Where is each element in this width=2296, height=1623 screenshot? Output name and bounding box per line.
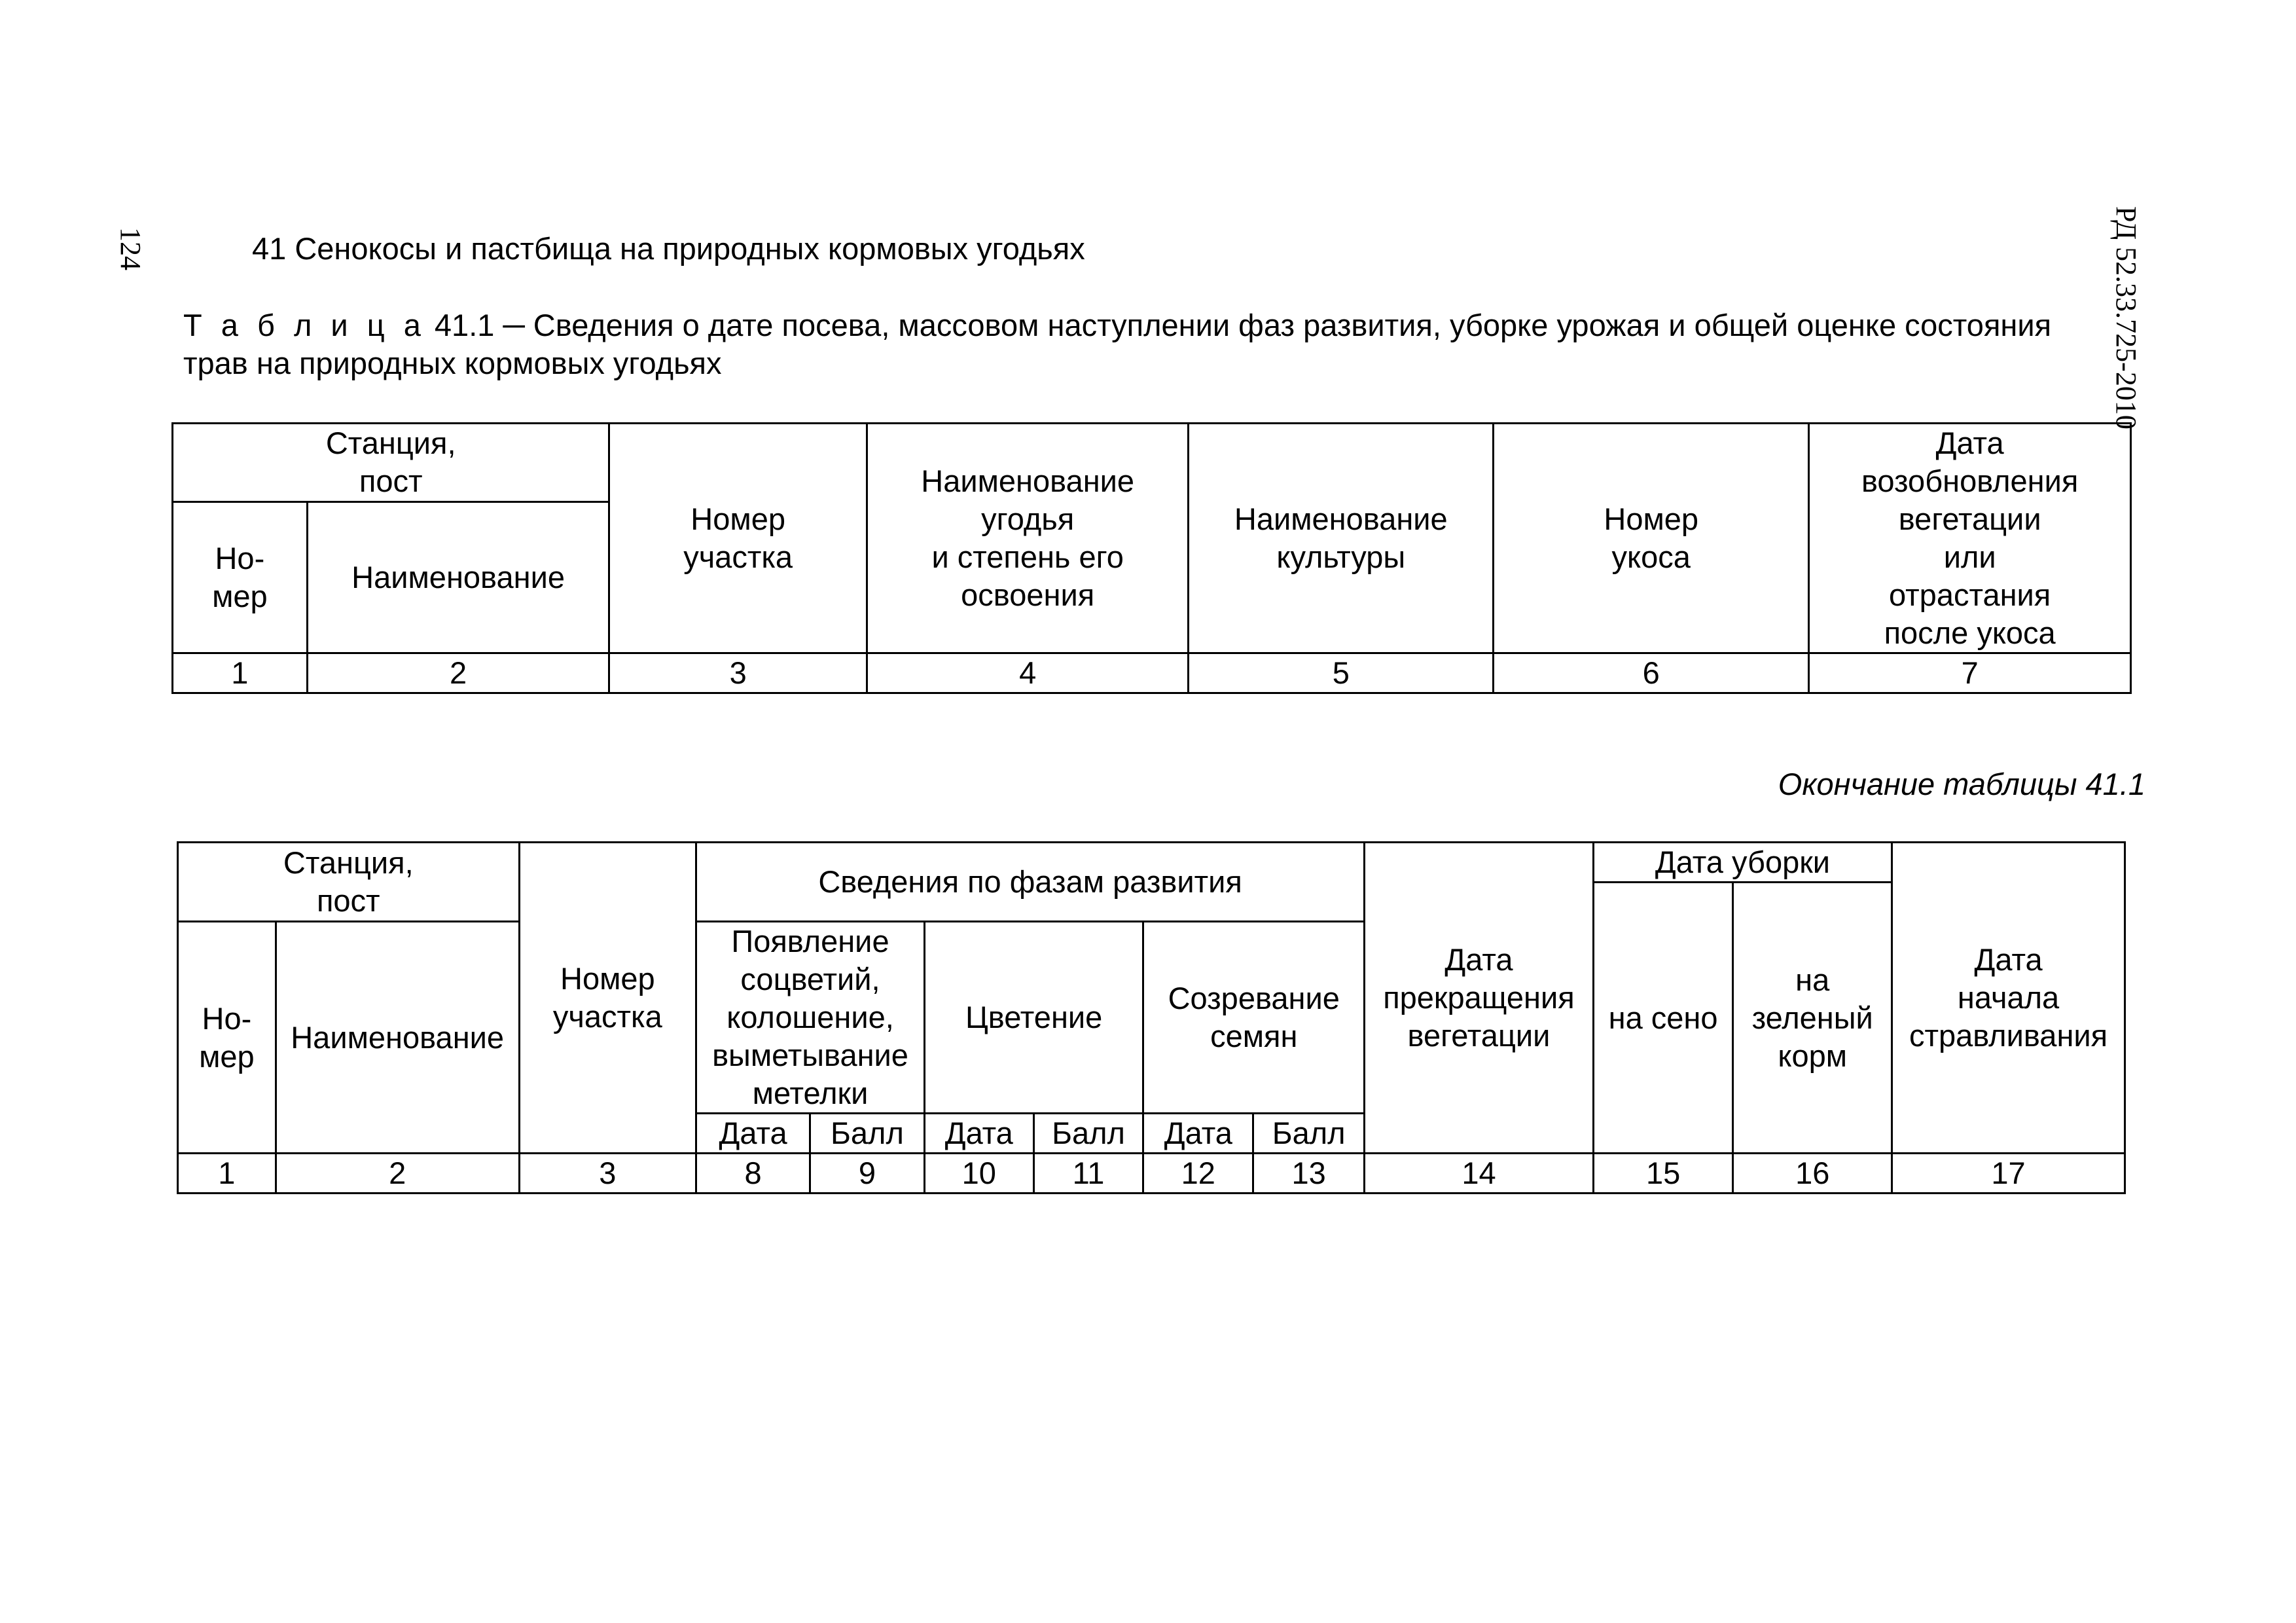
- header-plot-text: Номер участка: [683, 501, 793, 574]
- header-phase-flowering: [924, 922, 1143, 1114]
- col-number: 13: [1253, 1154, 1365, 1194]
- header-plot: [519, 843, 696, 1154]
- header-number: [173, 501, 308, 653]
- header-name-text: Наименование: [291, 1019, 505, 1055]
- col-number: 9: [810, 1154, 925, 1194]
- col-number: 2: [307, 653, 609, 693]
- table-41-1-end: [177, 841, 2126, 1194]
- header-hay-text: на сено: [1608, 1000, 1718, 1035]
- col-number: 1: [178, 1154, 276, 1194]
- col-number: 10: [924, 1154, 1033, 1194]
- col-number: 1: [173, 653, 308, 693]
- header-number-text: Но- мер: [199, 1000, 255, 1074]
- col-number: 15: [1593, 1154, 1733, 1194]
- header-station-text: Станция, пост: [283, 845, 414, 918]
- header-plot: [609, 424, 867, 653]
- header-vegetation-text: Дата возобновления вегетации или отрастания после укоса: [1861, 426, 2079, 650]
- header-number-text: Но- мер: [212, 540, 268, 613]
- col-number: 3: [609, 653, 867, 693]
- header-score: Балл: [1033, 1114, 1143, 1154]
- header-land: [867, 424, 1189, 653]
- header-score: Балл: [1253, 1114, 1365, 1154]
- col-number: 2: [276, 1154, 519, 1194]
- header-grazing-text: Дата начала стравливания: [1909, 942, 2108, 1053]
- header-phases-text: Сведения по фазам развития: [818, 864, 1242, 899]
- col-number: 8: [696, 1154, 810, 1194]
- header-phase-flowering-text: Цветение: [965, 1000, 1103, 1034]
- header-crop-text: Наименование культуры: [1234, 501, 1448, 574]
- col-number: 12: [1143, 1154, 1253, 1194]
- header-phase-ripening-text: Созревание семян: [1168, 981, 1340, 1053]
- header-hay: [1593, 883, 1733, 1154]
- header-green-text: на зеленый корм: [1751, 962, 1873, 1073]
- header-date: Дата: [1143, 1114, 1253, 1154]
- header-name: [276, 922, 519, 1154]
- header-cut: [1494, 424, 1809, 653]
- header-land-text: Наименование угодья и степень его освоения: [921, 464, 1135, 612]
- header-name-text: Наименование: [351, 559, 565, 594]
- col-number: 4: [867, 653, 1189, 693]
- header-phase-ripening: [1143, 922, 1365, 1114]
- header-crop: [1189, 424, 1494, 653]
- col-number: 6: [1494, 653, 1809, 693]
- header-number: [178, 922, 276, 1154]
- document-code-text: РД 52.33.725-2010: [2110, 206, 2142, 429]
- header-plot-text: Номер участка: [552, 961, 662, 1034]
- col-number: 16: [1733, 1154, 1892, 1194]
- col-number: 7: [1809, 653, 2131, 693]
- header-station: [173, 424, 609, 502]
- section-title: 41 Сенокосы и пастбища на природных кормовых угодьях: [252, 231, 1085, 266]
- header-phase-emergence-text: Появление соцветий, колошение, выметывание метелки: [712, 924, 908, 1110]
- header-station: [178, 843, 520, 922]
- col-number: 14: [1365, 1154, 1594, 1194]
- col-number: 5: [1189, 653, 1494, 693]
- header-green: [1733, 883, 1892, 1154]
- caption-text: 41.1 ─ Сведения о дате посева, массовом наступлении фаз развития, уборке урожая и общей оценке состояния трав на природных кормовых угодьях: [183, 308, 2052, 380]
- header-veg-end-text: Дата прекращения вегетации: [1383, 942, 1575, 1053]
- header-harvest-text: Дата уборки: [1655, 845, 1831, 879]
- header-date: Дата: [924, 1114, 1033, 1154]
- table-caption: [183, 306, 2121, 382]
- header-name: [307, 501, 609, 653]
- header-date: Дата: [696, 1114, 810, 1154]
- table-41-1: [171, 422, 2132, 694]
- header-harvest: [1593, 843, 1892, 883]
- header-station-text: Станция, пост: [325, 426, 456, 499]
- header-score: Балл: [810, 1114, 925, 1154]
- col-number: 17: [1892, 1154, 2125, 1194]
- col-number: 11: [1033, 1154, 1143, 1194]
- caption-label: Т а б л и ц а: [183, 308, 426, 342]
- continuation-label: Окончание таблицы 41.1: [1778, 767, 2145, 801]
- header-grazing: [1892, 843, 2125, 1154]
- page-number: 124: [115, 227, 147, 270]
- header-veg-end: [1365, 843, 1594, 1154]
- col-number: 3: [519, 1154, 696, 1194]
- header-cut-text: Номер укоса: [1604, 501, 1699, 574]
- header-phase-emergence: [696, 922, 925, 1114]
- header-phases: [696, 843, 1365, 922]
- header-vegetation: [1809, 424, 2131, 653]
